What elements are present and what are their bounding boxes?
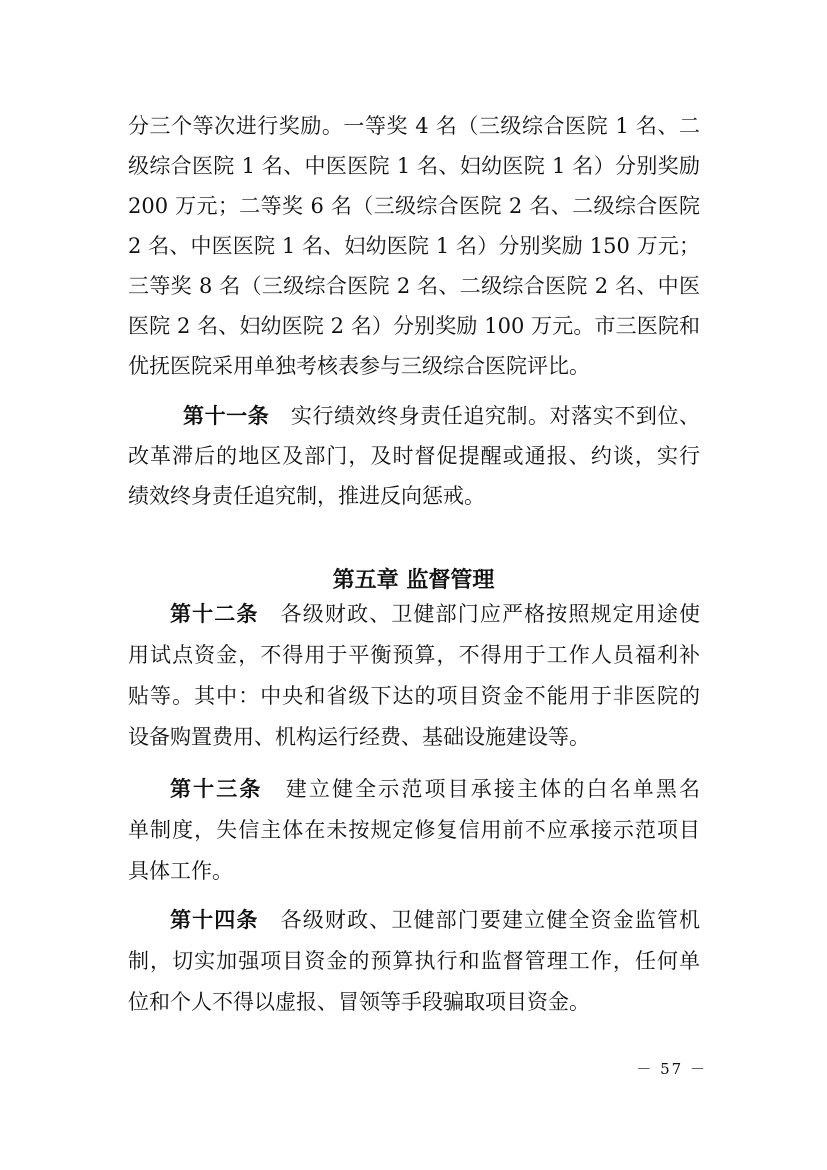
text-line: 绩效终身责任追究制，推进反向惩戒。 [128,484,485,508]
text-line: 医院 2 名、妇幼医院 2 名）分别奖励 100 万元。市三医院和 [128,314,700,338]
article-first-line [170,775,700,803]
text-line: 位和个人不得以虚报、冒领等手段骗取项目资金。 [128,990,590,1014]
text-line: 200 万元；二等奖 6 名（三级综合医院 2 名、二级综合医院 [128,194,700,218]
article-label: 第十三条 [170,777,263,801]
text-line: 优抚医院采用单独考核表参与三级综合医院评比。 [128,354,590,378]
text-line: 贴等。其中：中央和省级下达的项目资金不能用于非医院的 [128,684,700,708]
article-text: 各级财政、卫健部门应严格按照规定用途使 [280,602,701,626]
article-label: 第十二条 [170,602,259,626]
text-line: 用试点资金，不得用于平衡预算，不得用于工作人员福利补 [128,643,700,667]
text-line: 2 名、中医医院 1 名、妇幼医院 1 名）分别奖励 150 万元； [128,234,700,258]
article-first-line [170,600,700,628]
article-text: 实行绩效终身责任追究制。对落实不到位、 [290,404,701,428]
page-number: － 57 － [636,1060,707,1078]
article-first-line [183,402,700,430]
text-line: 设备购置费用、机构运行经费、基础设施建设等。 [128,725,590,749]
article-text: 各级财政、卫健部门要建立健全资金监管机 [280,908,701,932]
text-line: 制，切实加强项目资金的预算执行和监督管理工作，任何单 [128,949,700,973]
text-line: 单制度，失信主体在未按规定修复信用前不应承接示范项目 [128,818,700,842]
article-label: 第十四条 [170,908,259,932]
text-line: 分三个等次进行奖励。一等奖 4 名（三级综合医院 1 名、二 [128,114,700,138]
text-line: 级综合医院 1 名、中医医院 1 名、妇幼医院 1 名）分别奖励 [128,154,700,178]
text-line: 具体工作。 [128,859,233,883]
text-line: 改革滞后的地区及部门，及时督促提醒或通报、约谈，实行 [128,444,700,468]
text-line: 三等奖 8 名（三级综合医院 2 名、二级综合医院 2 名、中医 [128,274,700,298]
article-label: 第十一条 [183,404,270,428]
article-first-line [170,906,700,934]
chapter-title: 第五章 监督管理 [332,568,495,593]
article-text: 建立健全示范项目承接主体的白名单黑名 [285,777,701,801]
